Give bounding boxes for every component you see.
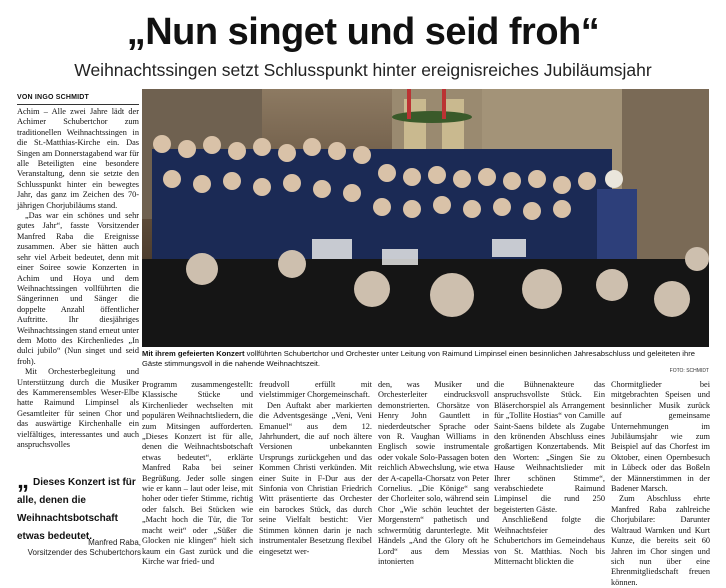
- quote-mark: „: [17, 467, 29, 494]
- paragraph: die Bühnenakteure das anspruchsvollste Stück. Ein Bläserchorspiel als Arrangement für „Tollite Hostias“ von Camille Saint-Saens bildete als Zugabe den krönenden Abschluss eines großartigen Konzertabends. Mit den Worten: „Singen Sie zu Hause Weihnachtslieder mit Ihrer schönen Stimme“, verabschiedete Raimund Limpinsel die rund 250 begeisterten Gäste.: [494, 380, 605, 514]
- quote-author-name: Manfred Raba,: [88, 538, 141, 547]
- article-column-3: [259, 380, 372, 570]
- photo-caption: [142, 349, 709, 368]
- pull-quote: [17, 467, 139, 544]
- article-column-4: [378, 380, 489, 570]
- paragraph: Programm zusammengestellt: Klassische Stücke und Kirchenlieder wechselten mit populären Weihnachtsliedern, die zum Mitsingen aufforderten. „Dieses Konzert ist für alle, denen die Weihnachtsbotschaft etwas bedeutet“, erklärte Manfred Raba bei seiner Begrüßung. Jeder solle singen wie er kann – laut oder leise, mit hoher oder tiefer Stimme, richtig oder falsch. Bei Stücken wie „Macht hoch die Tür, die Tor macht weit“ oder „Süßer die Glocken nie klingen“ hielt sich kaum ein Gast zurück und die Kirche war fried- und: [142, 380, 253, 566]
- byline-rule: [17, 104, 139, 105]
- choir-photo-illustration: [142, 89, 709, 347]
- paragraph: Mit Orchesterbegleitung und Unterstützung durch die Musiker des Kammerensembles Weser-Elbe hatte Raimund Limpinsel als Gesamtleiter für seinen Chor und das auswärtige Kirchenhalle ein vielfältiges, interessantes und auch anspruchsvolles: [17, 367, 139, 449]
- paragraph: Achim – Alle zwei Jahre lädt der Achimer Schubertchor zum traditionellen Weihnachtssingen in die St.-Matthias-Kirche ein. Das Singen am Donnerstagabend war für alle Beteiligten eine besondere Veranstaltung, denn sie setzte den Schlusspunkt hinter ein bewegtes Jahr, das ganz im Zeichen des 70-jährigen Chorjubiläums stand.: [17, 107, 139, 210]
- article-column-6: [611, 380, 710, 587]
- subheadline: Weihnachtssingen setzt Schlusspunkt hinter ereignisreiches Jubiläumsjahr: [74, 60, 652, 80]
- paragraph: Den Auftakt aber markierten die Adventsgesänge „Veni, Veni Emanuel“ aus dem 12. Jahrhundert, die auf noch ältere Versionen unbekannten Ursprungs zurückgehen und das Kommen Christi verkünden. Mit einer Suite in F-Dur aus der Sinfonia von Christian Friedrich Witt präsentierte das Orchester ein barockes Stück, das durch seine Vielfalt besticht: Vier Stimmen können darin je nach instrumentaler Besetzung flexibel eingesetzt wer-: [259, 400, 372, 556]
- paragraph: Chormitglieder bei mitgebrachten Speisen und besinnlicher Musik zurück auf gemeinsame Unternehmungen im Jubiläumsjahr wie zum Beispiel auf das Chorfest im Oktober, einen Opernbesuch in Lübeck oder das Boßeln der Männerstimmen in der Badener Marsch.: [611, 380, 710, 494]
- article-column-5: [494, 380, 605, 570]
- caption-lead: Mit ihrem gefeierten Konzert: [142, 349, 245, 358]
- paragraph: Anschließend folgte die Weihnachtsfeier des Schubertchors im Gemeindehaus von St. Matthias. Noch bis Mitternacht blickten die: [494, 515, 605, 566]
- quote-text: Dieses Konzert ist für alle, denen die Weihnachtsbotschaft etwas bedeutet.: [17, 477, 136, 542]
- quote-author: [17, 538, 141, 558]
- paragraph: freudvoll erfüllt mit vielstimmiger Chorgemeinschaft.: [259, 380, 372, 400]
- headline: „Nun singet und seid froh“: [126, 11, 600, 53]
- concert-photo: [142, 89, 709, 347]
- photo-credit: FOTO: SCHMIDT: [669, 368, 709, 374]
- paragraph: „Das war ein schönes und sehr gutes Jahr“, fasste Vorsitzender Manfred Raba die Ereignisse zusammen. Aber sie hätten auch sehr viel Arbeit bedeutet, denn mit einer Soiree sowie Konzerten in Achim und Hoya und dem Weihnachtssingen vollführten die Sängerinnen und Sänger die doppelte Anzahl öffentlicher Auftritte. Ihr diesjähriges Weihnachtssingen stand erneut unter dem Motto des Kirchenliedes „In dulci jubilo“ (Nun singet und seid froh).: [17, 211, 139, 366]
- caption-text: vollführten Schubertchor und Orchester unter Leitung von Raimund Limpinsel einen besinnlichen Jahresabschluss und geleiteten ihre Gäste stimmungsvoll in die nahende Weihnachtszeit.: [142, 349, 695, 368]
- quote-author-role: Vorsitzender des Schubertchors: [27, 548, 141, 557]
- byline: VON INGO SCHMIDT: [17, 94, 90, 101]
- article-column-2: [142, 380, 253, 570]
- paragraph: den, was Musiker und Orchesterleiter eindrucksvoll demonstrierten. Chorsätze von Henry John Gauntlett in niederdeutscher Sprache oder von R. Vaughan Williams in Englisch sowie instrumentale oder vokale Solo-Passagen boten reichlich Abwechslung, wie etwa der A-capella-Chorsatz von Peter Cornelius. „Die Könige“ sang der Chorleiter solo, während sein Chor „Wie schön leuchtet der Morgenstern“ pathetisch und schwermütig darunterlegte. Mit Händels „And the Glory oft he Lord“ aus dem Messias intonierten: [378, 380, 489, 566]
- article-column-left: [17, 107, 139, 449]
- paragraph: Zum Abschluss ehrte Manfred Raba zahlreiche Chorjubilare: Darunter Waltraud Warnken und Kurt Kunze, die bereits seit 60 Jahren im Chor singen und sich nun über eine Ehrenmitgliedschaft freuen können.: [611, 494, 710, 587]
